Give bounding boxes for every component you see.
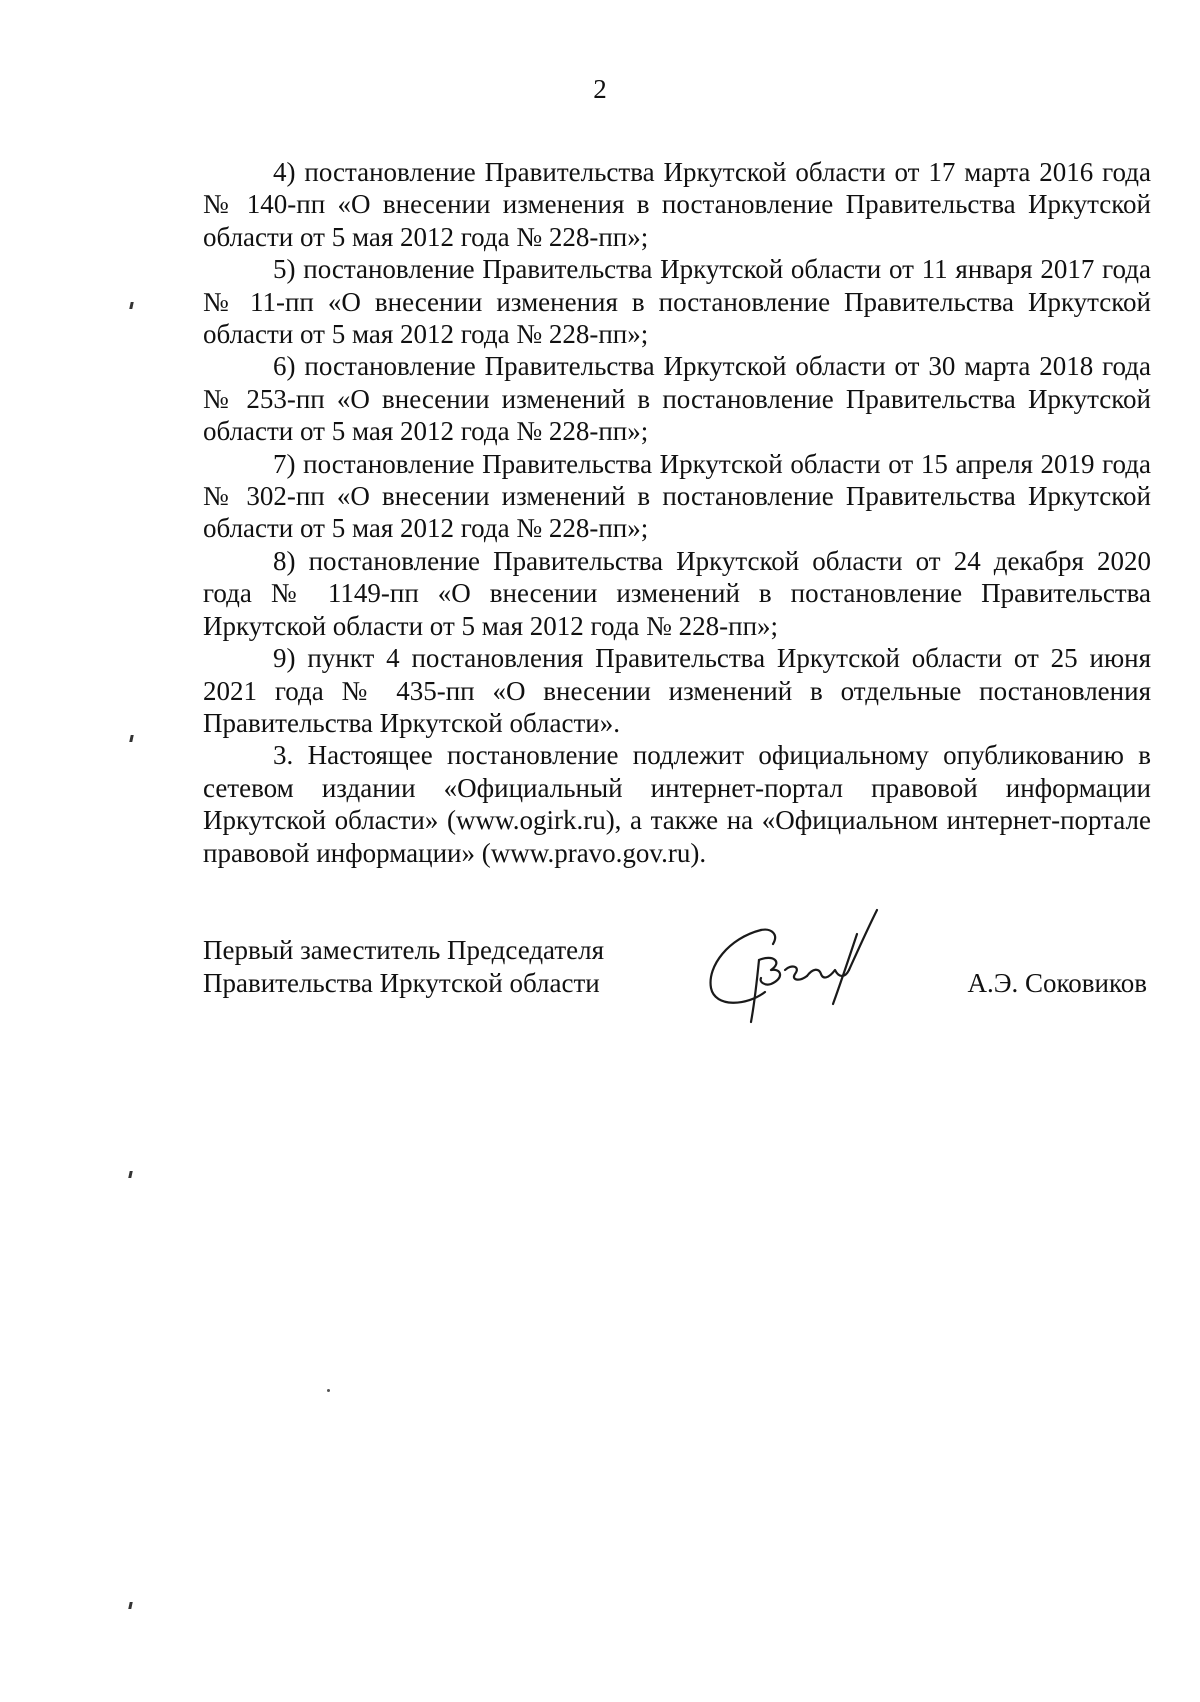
list-item-8: 8) постановление Правительства Иркутской области от 24 декабря 2020 года № 1149-пп «О внесении изменений в постановление Правительства Иркутской области от 5 мая 2012 года № 228-пп»; bbox=[203, 545, 1151, 641]
signature-block bbox=[203, 934, 1163, 1044]
list-item-4: 4) постановление Правительства Иркутской области от 17 марта 2016 года № 140-пп «О внесении изменения в постановление Правительства Иркутской области от 5 мая 2012 года № 228-пп»; bbox=[203, 157, 1151, 252]
handwritten-signature bbox=[699, 908, 899, 1026]
scan-mark bbox=[129, 302, 133, 309]
signer-name: А.Э. Соковиков bbox=[967, 968, 1147, 998]
scan-dot bbox=[327, 1389, 330, 1392]
signer-title-line-1: Первый заместитель Председателя bbox=[203, 935, 605, 965]
document-body bbox=[203, 156, 1151, 869]
clause-3-publication: 3. Настоящее постановление подлежит официальному опубликованию в сетевом издании «Официальный интернет-портал правовой информации Иркутской области» (www.ogirk.ru), а также на «Официальном интернет-портале правовой информации» (www.pravo.gov.ru). bbox=[203, 740, 1151, 868]
signer-title bbox=[203, 934, 604, 1000]
signer-title-line-2: Правительства Иркутской области bbox=[203, 968, 600, 998]
list-item-9: 9) пункт 4 постановления Правительства Иркутской области от 25 июня 2021 года № 435-пп «О внесении изменений в отдельные постановления Правительства Иркутской области». bbox=[203, 643, 1151, 738]
scan-mark bbox=[128, 1602, 132, 1609]
scan-mark bbox=[128, 1171, 132, 1178]
list-item-6: 6) постановление Правительства Иркутской области от 30 марта 2018 года № 253-пп «О внесении изменений в постановление Правительства Иркутской области от 5 мая 2012 года № 228-пп»; bbox=[203, 351, 1151, 447]
list-item-5: 5) постановление Правительства Иркутской области от 11 января 2017 года № 11-пп «О внесении изменения в постановление Правительства Иркутской области от 5 мая 2012 года № 228-пп»; bbox=[203, 254, 1151, 350]
list-item-7: 7) постановление Правительства Иркутской области от 15 апреля 2019 года № 302-пп «О внесении изменений в постановление Правительства Иркутской области от 5 мая 2012 года № 228-пп»; bbox=[203, 448, 1151, 544]
scan-mark bbox=[129, 735, 133, 742]
page-number: 2 bbox=[593, 74, 607, 104]
